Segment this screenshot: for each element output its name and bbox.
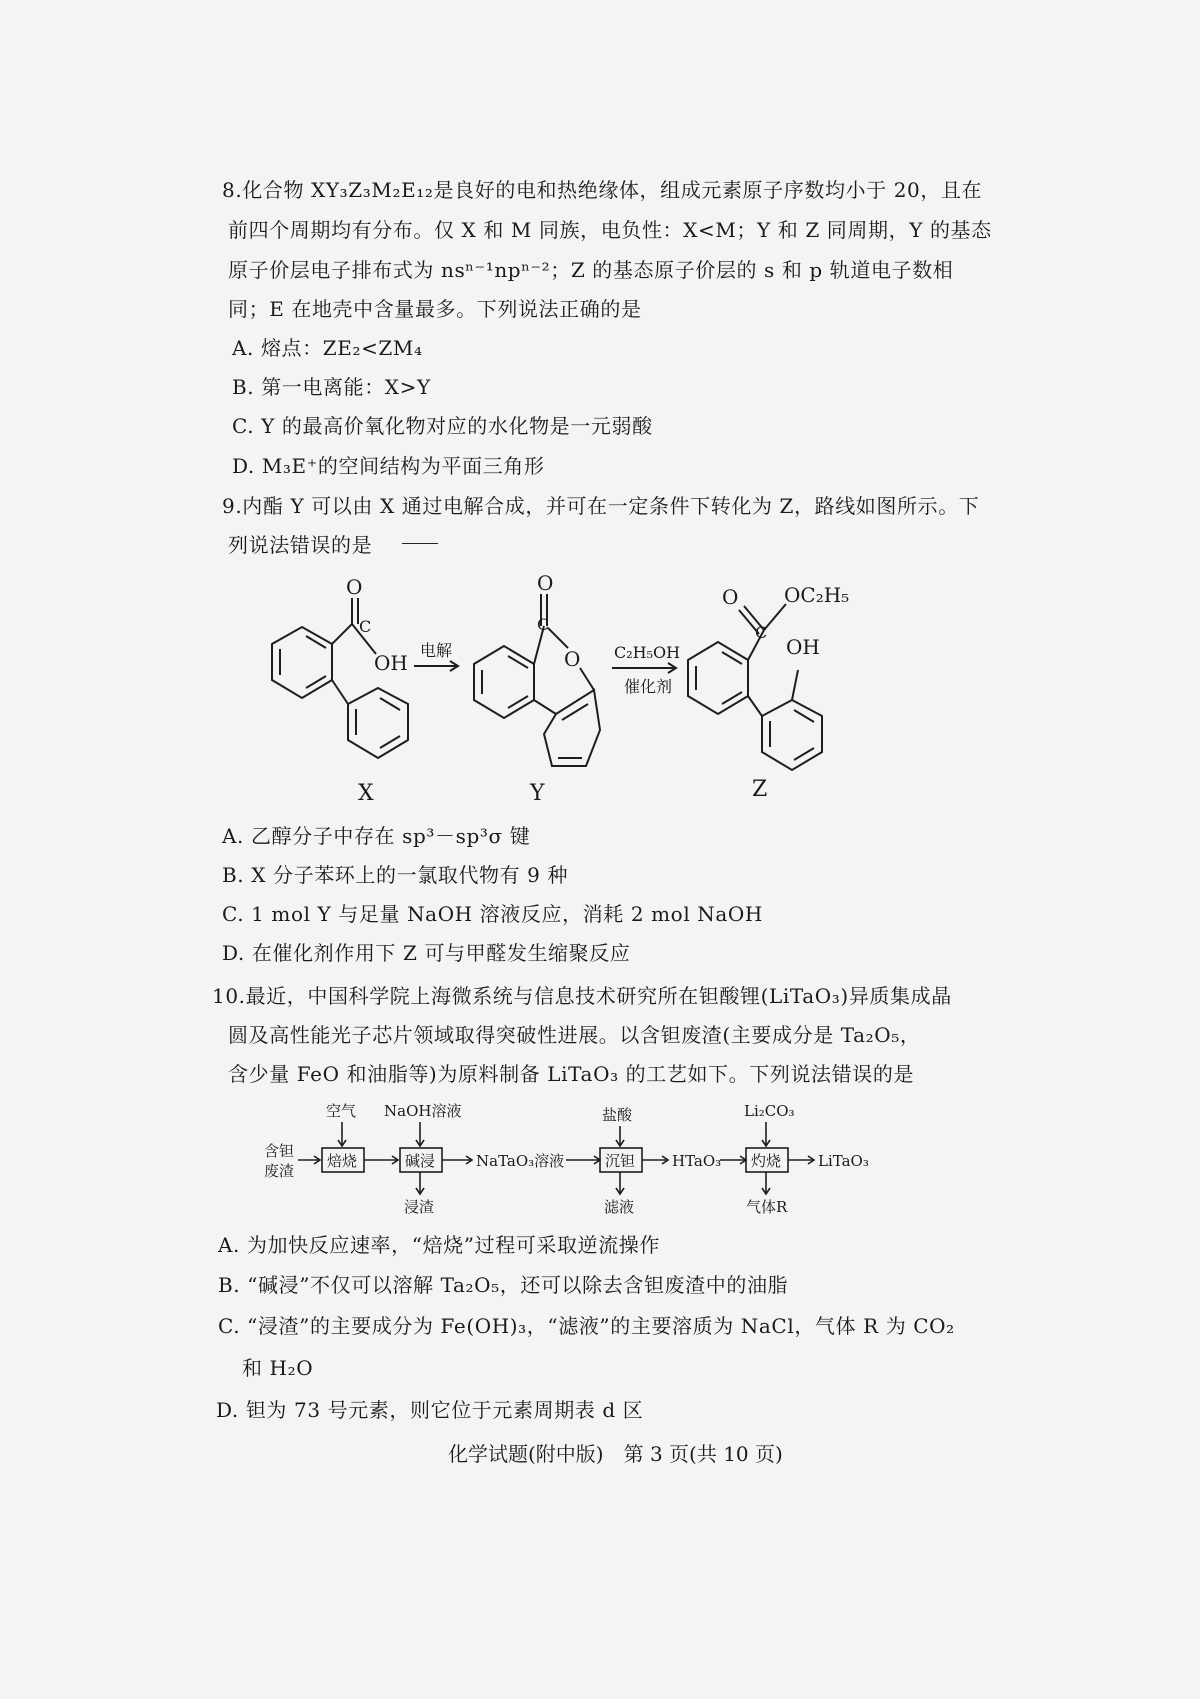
flow-air: 空气 [326, 1102, 357, 1120]
q10-option-c-continued: 和 H₂O [242, 1356, 314, 1380]
reagent-ethanol: C₂H₅OH [614, 643, 681, 662]
flow-start-1: 含钽 [264, 1142, 295, 1160]
q8-option-d: D. M₃E⁺的空间结构为平面三角形 [232, 454, 545, 478]
x-carbonyl-o: O [346, 575, 363, 599]
q8-option-c: C. Y 的最高价氧化物对应的水化物是一元弱酸 [232, 414, 653, 438]
molecule-z [688, 583, 849, 770]
q10-stem-line-1: 10.最近，中国科学院上海微系统与信息技术研究所在钽酸锂(LiTaO₃)异质集成晶 [212, 984, 952, 1008]
q9-option-c: C. 1 mol Y 与足量 NaOH 溶液反应，消耗 2 mol NaOH [222, 902, 763, 926]
z-carbonyl-o: O [722, 585, 739, 609]
molecule-y [474, 571, 600, 766]
q10-option-c: C. “浸渣”的主要成分为 Fe(OH)₃，“滤液”的主要溶质为 NaCl，气体 R 为 CO₂ [218, 1314, 955, 1338]
flow-residue: 浸渣 [404, 1198, 435, 1216]
page-footer: 化学试题(附中版) 第 3 页(共 10 页) [448, 1442, 783, 1466]
reagent-electrolysis: 电解 [420, 641, 453, 660]
q10-stem-line-2: 圆及高性能光子芯片领域取得突破性进展。以含钽废渣(主要成分是 Ta₂O₅， [228, 1023, 921, 1047]
q9-option-d: D. 在催化剂作用下 Z 可与甲醛发生缩聚反应 [222, 941, 631, 965]
label-z: Z [752, 777, 768, 802]
q9-option-a: A. 乙醇分子中存在 sp³－sp³σ 键 [222, 824, 531, 848]
z-ester-group: OC₂H₅ [784, 583, 850, 607]
label-y: Y [530, 781, 545, 806]
flow-htao3: HTaO₃ [672, 1152, 722, 1170]
flow-nataO3: NaTaO₃溶液 [476, 1152, 565, 1170]
flow-box-calcine-label: 灼烧 [751, 1152, 782, 1170]
z-carbon: C [755, 623, 768, 642]
answer-blank [402, 543, 438, 544]
q9-stem-line-2: 列说法错误的是 [228, 533, 373, 557]
x-carbon: C [359, 617, 372, 636]
q8-option-a: A. 熔点：ZE₂<ZM₄ [232, 336, 423, 360]
flow-filtrate: 滤液 [604, 1198, 635, 1216]
q10-option-a: A. 为加快反应速率，“焙烧”过程可采取逆流操作 [218, 1233, 661, 1257]
y-carbonyl-o: O [537, 571, 554, 595]
flow-box-leach-label: 碱浸 [405, 1152, 436, 1170]
reaction-scheme [0, 570, 1200, 840]
flow-hcl: 盐酸 [602, 1106, 633, 1124]
label-x: X [358, 781, 374, 806]
x-oh: OH [374, 651, 408, 675]
flow-product: LiTaO₃ [818, 1152, 869, 1170]
flow-start-2: 废渣 [264, 1162, 295, 1180]
q10-option-d: D. 钽为 73 号元素，则它位于元素周期表 d 区 [216, 1398, 644, 1422]
flow-box-precipitate-label: 沉钽 [605, 1152, 636, 1170]
q8-stem-line-3: 原子价层电子排布式为 nsⁿ⁻¹npⁿ⁻²；Z 的基态原子价层的 s 和 p 轨道电子数相 [228, 258, 954, 282]
q9-stem-line-1: 9.内酯 Y 可以由 X 通过电解合成，并可在一定条件下转化为 Z，路线如图所示。下 [222, 494, 980, 518]
z-hydroxyl: OH [786, 635, 820, 659]
q9-option-b: B. X 分子苯环上的一氯取代物有 9 种 [222, 863, 569, 887]
q8-stem-line-1: 8.化合物 XY₃Z₃M₂E₁₂是良好的电和热绝缘体，组成元素原子序数均小于 20，且在 [222, 178, 983, 202]
y-ring-o: O [564, 647, 581, 671]
q8-option-b: B. 第一电离能：X>Y [232, 375, 431, 399]
q10-option-b: B. “碱浸”不仅可以溶解 Ta₂O₅，还可以除去含钽废渣中的油脂 [218, 1273, 789, 1297]
q10-stem-line-3: 含少量 FeO 和油脂等)为原料制备 LiTaO₃ 的工艺如下。下列说法错误的是 [228, 1062, 915, 1086]
q8-stem-line-2: 前四个周期均有分布。仅 X 和 M 同族，电负性：X<M；Y 和 Z 同周期，Y 的基态 [228, 218, 992, 242]
reagent-catalyst: 催化剂 [624, 677, 673, 696]
flow-box-roast-label: 焙烧 [327, 1152, 358, 1170]
flow-naoh: NaOH溶液 [384, 1102, 462, 1120]
q8-stem-line-4: 同；E 在地壳中含量最多。下列说法正确的是 [228, 297, 642, 321]
flow-li2co3: Li₂CO₃ [744, 1102, 795, 1120]
y-carbon: C [537, 615, 550, 634]
molecule-x [272, 575, 408, 758]
flow-gas-r: 气体R [746, 1198, 788, 1216]
process-flow-diagram [0, 1098, 1200, 1228]
